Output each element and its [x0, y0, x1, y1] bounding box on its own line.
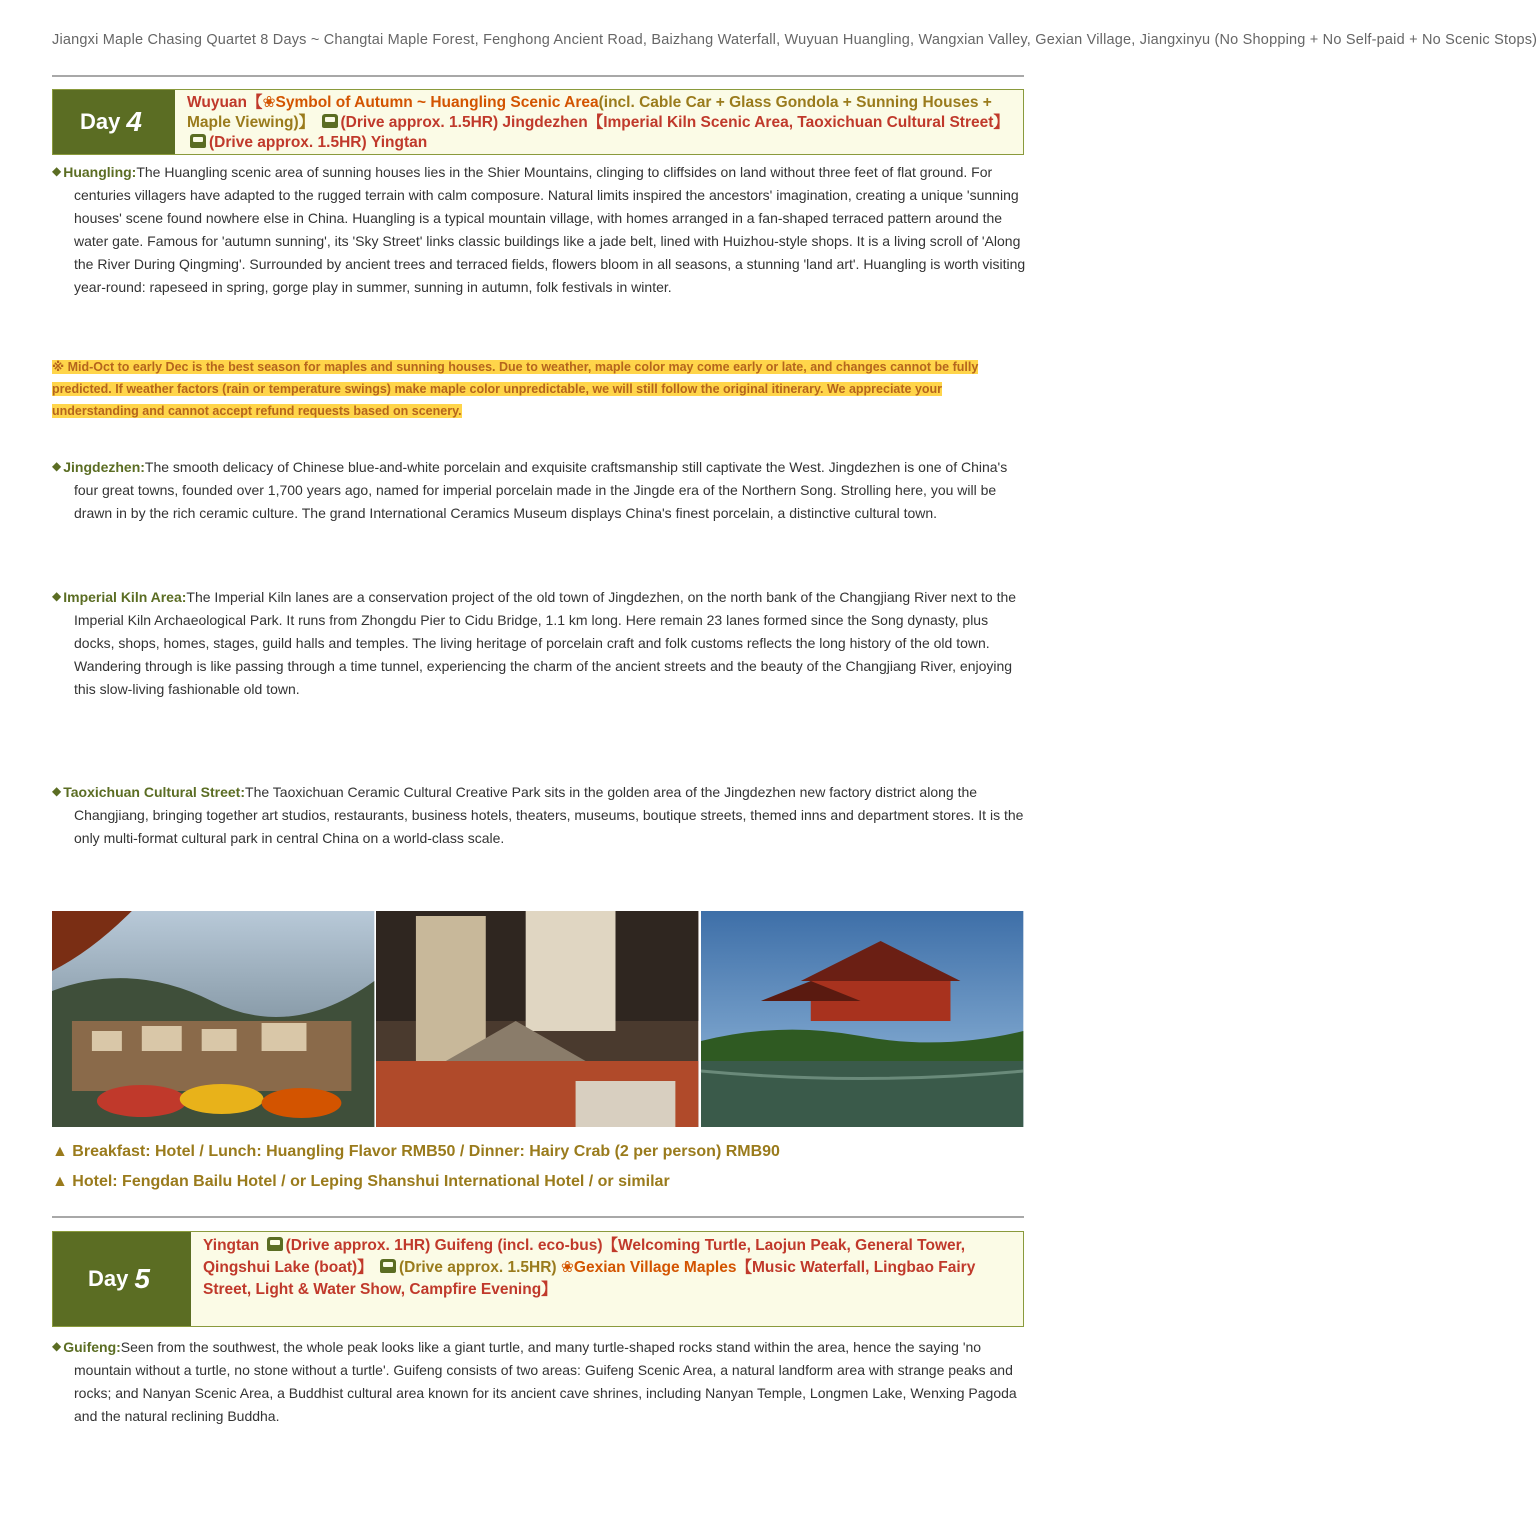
- maple-leaf-icon: ❀: [560, 1259, 574, 1276]
- day4-title-c: (incl. Cable Car + Glass Gondola + Sunning Houses + Maple Viewing)】: [187, 94, 992, 131]
- bus-icon: [267, 1237, 283, 1251]
- guifeng-text: Seen from the southwest, the whole peak looks like a giant turtle, and many turtle-shaped rocks stand within the area, hence the saying 'no mountain without a turtle, no stone without a turtle'. Guifeng consists of two areas: Guifeng Scenic Area, a natural landform area with strange peaks and rocks; and Nanyan Scenic Area, a Buddhist cultural area known for its ancient cave shrines, including Nanyan Temple, Longmen Lake, Wenxing Pagoda and the natural reclining Buddha.: [74, 1339, 1017, 1424]
- day5-title: [191, 1232, 1023, 1326]
- day5-title-b: (Drive approx. 1HR) Guifeng (incl. eco-bus)【Welcoming Turtle, Laojun Peak, General Tower, Qingshui Lake (boat)】: [203, 1237, 966, 1276]
- day4-label: [53, 90, 175, 154]
- day4-title: [175, 90, 1023, 154]
- jingdezhen-paragraph: [52, 455, 1026, 525]
- day4-title-e: (Drive approx. 1.5HR) Yingtan: [209, 134, 428, 151]
- photo-strip: [52, 911, 1023, 1127]
- taoxichuan-photo: [376, 911, 698, 1127]
- day4-title-d: (Drive approx. 1.5HR) Jingdezhen【Imperial Kiln Scenic Area, Taoxichuan Cultural Street】: [340, 114, 1009, 131]
- diamond-bullet-icon: ◆: [52, 459, 62, 473]
- header-rule: [52, 75, 1024, 77]
- taoxichuan-text: The Taoxichuan Ceramic Cultural Creative Park sits in the golden area of the Jingdezhen new factory district along the Changjiang, bringing together art studios, restaurants, business hotels, theaters, museums, boutique streets, themed inns and department stores. It is the only multi-format cultural park in central China on a world-class scale.: [74, 784, 1024, 846]
- huangling-term: Huangling:: [63, 164, 137, 180]
- day5-banner: [52, 1231, 1024, 1327]
- day5-title-d: Gexian Village Maples: [573, 1259, 737, 1276]
- huangling-photo: [52, 911, 374, 1127]
- day4-number: 4: [126, 106, 142, 137]
- jingdezhen-text: The smooth delicacy of Chinese blue-and-white porcelain and exquisite craftsmanship still captivate the West. Jingdezhen is one of China's four great towns, founded over 1,700 years ago, named for imperial porcelain made in the Jingde era of the Northern Song. Strolling here, you will be drawn in by the rich ceramic culture. The grand International Ceramics Museum displays China's finest porcelain, a distinctive cultural town.: [74, 459, 1008, 521]
- imperial-kiln-text: The Imperial Kiln lanes are a conservation project of the old town of Jingdezhen, on the north bank of the Changjiang River next to the Imperial Kiln Archaeological Park. It runs from Zhongdu Pier to Cidu Bridge, 1.1 km long. Here remain 23 lanes formed since the Song dynasty, plus docks, shops, homes, stages, guild halls and temples. The living heritage of porcelain craft and folk customs reflects the long history of the old town. Wandering through is like passing through a time tunnel, experiencing the charm of the ancient streets and the beauty of the Changjiang River, enjoying this slow-living fashionable old town.: [74, 589, 1017, 697]
- taoxichuan-term: Taoxichuan Cultural Street:: [63, 784, 246, 800]
- day5-label: [53, 1232, 191, 1326]
- imperial-kiln-paragraph: [52, 585, 1026, 701]
- huangling-paragraph: [52, 160, 1026, 299]
- season-notice: [52, 356, 1026, 422]
- season-notice-text: ※ Mid-Oct to early Dec is the best season for maples and sunning houses. Due to weather, maple color may come early or late, and changes cannot be fully predicted. If weather factors (rain or temperature swings) make maple color unpredictable, we will still follow the original itinerary. We appreciate your understanding and cannot accept refund requests based on scenery.: [52, 360, 979, 418]
- hotel-line: ▲ Hotel: Fengdan Bailu Hotel / or Leping Shanshui International Hotel / or similar: [52, 1173, 670, 1190]
- day5-title-c: (Drive approx. 1.5HR): [398, 1259, 557, 1276]
- guifeng-term: Guifeng:: [63, 1339, 121, 1355]
- page-header: Jiangxi Maple Chasing Quartet 8 Days ~ Changtai Maple Forest, Fenghong Ancient Road, Baizhang Waterfall, Wuyuan Huangling, Wangxian Valley, Gexian Village, Jiangxinyu (No Shopping + No Self-paid + No Scenic Stops): [52, 32, 1537, 48]
- jingdezhen-term: Jingdezhen:: [63, 459, 145, 475]
- day5-number: 5: [134, 1263, 150, 1294]
- day4-banner: [52, 89, 1024, 155]
- day5-label-text: Day: [88, 1266, 129, 1291]
- day4-title-b: Symbol of Autumn ~ Huangling Scenic Area: [275, 94, 599, 111]
- bus-icon: [380, 1259, 396, 1273]
- diamond-bullet-icon: ◆: [52, 1339, 62, 1353]
- day5-title-a: Yingtan: [203, 1237, 260, 1254]
- day4-title-a: Wuyuan【: [187, 94, 263, 111]
- day4-label-text: Day: [80, 109, 121, 134]
- pavilion-lake-photo: [701, 911, 1023, 1127]
- imperial-kiln-term: Imperial Kiln Area:: [63, 589, 187, 605]
- bus-icon: [322, 114, 338, 128]
- diamond-bullet-icon: ◆: [52, 164, 62, 178]
- guifeng-paragraph: [52, 1335, 1026, 1428]
- meals-line: ▲ Breakfast: Hotel / Lunch: Huangling Flavor RMB50 / Dinner: Hairy Crab (2 per person) RMB90: [52, 1143, 780, 1160]
- huangling-text: The Huangling scenic area of sunning houses lies in the Shier Mountains, clinging to cliffsides on land without three feet of flat ground. For centuries villagers have adapted to the rugged terrain with calm composure. Natural limits inspired the ancestors' imagination, creating a unique 'sunning houses' scene found nowhere else in China. Huangling is a typical mountain village, with homes arranged in a fan-shaped terraced pattern around the water gate. Famous for 'autumn sunning', its 'Sky Street' links classic buildings like a jade belt, lined with Huizhou-style shops. It is a living scroll of 'Along the River During Qingming'. Surrounded by ancient trees and terraced fields, flowers bloom in all seasons, a stunning 'land art'. Huangling is worth visiting year-round: rapeseed in spring, gorge play in summer, sunning in autumn, folk festivals in winter.: [74, 164, 1026, 295]
- diamond-bullet-icon: ◆: [52, 589, 62, 603]
- day5-rule: [52, 1216, 1024, 1218]
- maple-leaf-icon: ❀: [262, 94, 276, 111]
- day5-title-e: 【Music Waterfall, Lingbao Fairy Street, Light & Water Show, Campfire Evening】: [203, 1259, 976, 1298]
- bus-icon: [190, 134, 206, 148]
- taoxichuan-paragraph: [52, 780, 1026, 850]
- diamond-bullet-icon: ◆: [52, 784, 62, 798]
